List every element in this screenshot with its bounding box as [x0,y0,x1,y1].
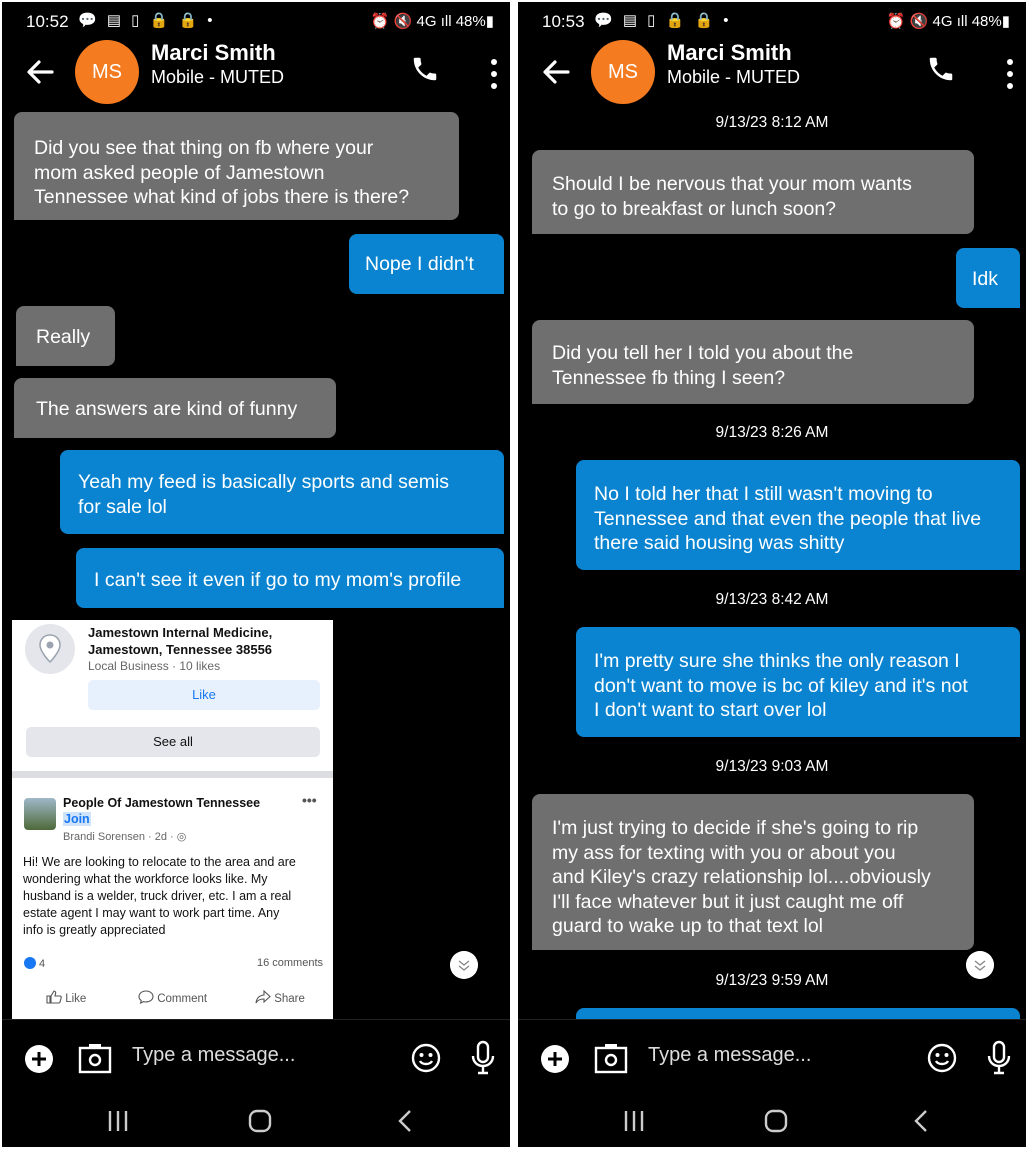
message-bubble-outgoing[interactable] [60,450,504,534]
message-composer [2,1019,510,1094]
phone-call-icon[interactable] [410,54,440,84]
contact-name: Marci Smith [667,40,792,65]
microphone-icon[interactable] [986,1040,1012,1076]
facebook-screenshot-image[interactable] [12,620,333,1019]
message-bubble-outgoing[interactable] [576,627,1020,737]
message-bubble-incoming[interactable] [532,794,974,950]
group-name: People Of Jamestown Tennessee [63,796,261,810]
microphone-icon[interactable] [470,1040,496,1076]
message-line: Tennessee and that even the people that live [594,507,982,530]
add-attachment-icon[interactable] [540,1044,570,1074]
message-timestamp: 9/13/23 8:12 AM [715,114,829,131]
message-line: mom asked people of Jamestown [34,161,325,184]
phone-call-icon[interactable] [926,54,956,84]
post-meta: Brandi Sorensen · 2d · ◎ [63,831,187,843]
message-line: Tennessee what kind of jobs there is there? [34,186,410,208]
location-pin-icon [25,624,75,674]
post-like-label: Like [65,993,87,1005]
message-line: there said housing was shitty [594,532,845,554]
contact-name: Marci Smith [151,40,276,65]
message-bubble-incoming[interactable] [14,378,336,438]
thumbs-up-icon [46,990,62,1004]
emoji-icon[interactable] [410,1042,442,1074]
contact-subtitle: Mobile - MUTED [667,67,801,87]
join-link: Join [64,812,90,826]
more-options-icon[interactable] [998,56,1022,92]
home-icon[interactable] [240,1105,280,1137]
post-body [23,854,323,939]
divider [12,771,333,778]
conversation-header [2,38,510,108]
business-name [88,624,328,658]
emoji-icon[interactable] [926,1042,958,1074]
message-bubble-outgoing[interactable] [576,1008,1020,1019]
message-bubble-outgoing[interactable] [76,548,504,608]
message-bubble-incoming[interactable] [16,306,115,366]
more-options-icon[interactable] [482,56,506,92]
post-share-action [255,990,305,1005]
system-back-icon[interactable] [386,1105,426,1137]
message-list[interactable] [518,108,1026,1019]
conversation-header [518,38,1026,108]
system-nav-bar [518,1093,1026,1147]
message-input[interactable]: Type a message... [648,1044,812,1066]
message-bubble-incoming[interactable] [14,112,459,220]
like-reaction-icon [24,957,36,969]
left-screen [2,2,510,1147]
back-arrow-icon[interactable] [540,56,572,93]
message-line: Yeah my feed is basically sports and semis [78,471,450,493]
post-line: estate agent I may want to work part time. Any [23,906,280,920]
system-nav-bar [2,1093,510,1147]
message-timestamp: 9/13/23 8:42 AM [715,591,829,608]
message-line: The answers are kind of funny [36,398,298,420]
message-line: I'll face whatever but it just caught me off [552,890,904,913]
message-line: Nope I didn't [365,253,474,275]
message-line: and Kiley's crazy relationship lol....obviously [552,866,931,888]
message-line: Really [36,326,91,348]
post-share-label: Share [274,993,305,1005]
comment-icon [138,990,154,1004]
message-line: to go to breakfast or lunch soon? [552,197,837,220]
status-bar [518,2,1026,38]
message-timestamp: 9/13/23 8:26 AM [715,424,829,441]
see-all-button: See all [26,727,320,757]
message-line: Did you see that thing on fb where your [34,137,374,159]
message-bubble-outgoing[interactable] [349,234,504,294]
system-status-icons: ⏰ 🔇 4G ıll 48%▮ [370,13,494,30]
scroll-down-icon[interactable] [966,951,994,979]
message-line: Idk [972,268,999,290]
business-subtitle: Local Business · 10 likes [88,659,221,673]
message-line: Should I be nervous that your mom wants [552,173,912,195]
post-line: husband is a welder, truck driver, etc. I am a real [23,889,292,903]
message-line: my ass for texting with you or about you [552,841,896,864]
scroll-down-icon[interactable] [450,951,478,979]
add-attachment-icon[interactable] [24,1044,54,1074]
message-line: Tennessee fb thing I seen? [552,366,786,389]
camera-icon[interactable] [78,1042,112,1074]
message-bubble-incoming[interactable] [532,150,974,234]
status-time: 10:52 [26,12,69,31]
group-thumbnail [24,798,56,830]
camera-icon[interactable] [594,1042,628,1074]
message-input[interactable]: Type a message... [132,1044,296,1066]
post-more-icon: ••• [302,792,317,808]
contact-subtitle: Mobile - MUTED [151,67,285,87]
message-line: I'm pretty sure she thinks the only reason I [594,650,960,672]
message-composer [518,1019,1026,1094]
message-bubble-outgoing[interactable] [956,248,1020,308]
system-status-icons: ⏰ 🔇 4G ıll 48%▮ [886,13,1010,30]
recent-apps-icon[interactable] [614,1105,654,1137]
recent-apps-icon[interactable] [98,1105,138,1137]
message-line: I can't see it even if go to my mom's profile [94,569,462,591]
system-back-icon[interactable] [902,1105,942,1137]
avatar[interactable]: MS [591,40,655,104]
home-icon[interactable] [756,1105,796,1137]
notification-icons: 💬 ▤ ▯ 🔒 🔒 • [594,12,732,29]
like-page-button: Like [88,680,320,710]
post-line: Hi! We are looking to relocate to the area and are [23,855,296,869]
comment-count: 16 comments [256,957,323,969]
share-icon [255,990,271,1004]
avatar[interactable]: MS [75,40,139,104]
post-comment-action [138,990,207,1005]
message-line: guard to wake up to that text lol [552,915,824,937]
post-line: wondering what the workforce looks like. My [23,872,268,886]
message-line: don't want to move is bc of kiley and it's not [594,674,968,697]
message-list[interactable] [2,108,510,1019]
message-line: I'm just trying to decide if she's going to rip [552,817,919,839]
message-bubble-incoming[interactable] [532,320,974,404]
reaction-count [24,957,45,970]
status-time: 10:53 [542,12,585,31]
message-line: for sale lol [78,495,167,518]
business-name-line: Jamestown, Tennessee 38556 [88,642,273,657]
notification-icons: 💬 ▤ ▯ 🔒 🔒 • [78,12,216,29]
message-timestamp: 9/13/23 9:03 AM [715,758,829,775]
right-screen [518,2,1026,1147]
post-line: info is greatly appreciated [23,923,166,937]
status-bar [2,2,510,38]
message-line: Did you tell her I told you about the [552,342,854,364]
message-line: I don't want to start over lol [594,699,827,721]
message-bubble-outgoing[interactable] [576,460,1020,570]
back-arrow-icon[interactable] [24,56,56,93]
reaction-number: 4 [39,958,46,970]
message-line: No I told her that I still wasn't moving to [594,483,933,505]
business-name-line: Jamestown Internal Medicine, [88,625,273,640]
post-like-action [46,990,86,1005]
post-comment-label: Comment [157,993,208,1005]
message-timestamp: 9/13/23 9:59 AM [715,972,829,989]
